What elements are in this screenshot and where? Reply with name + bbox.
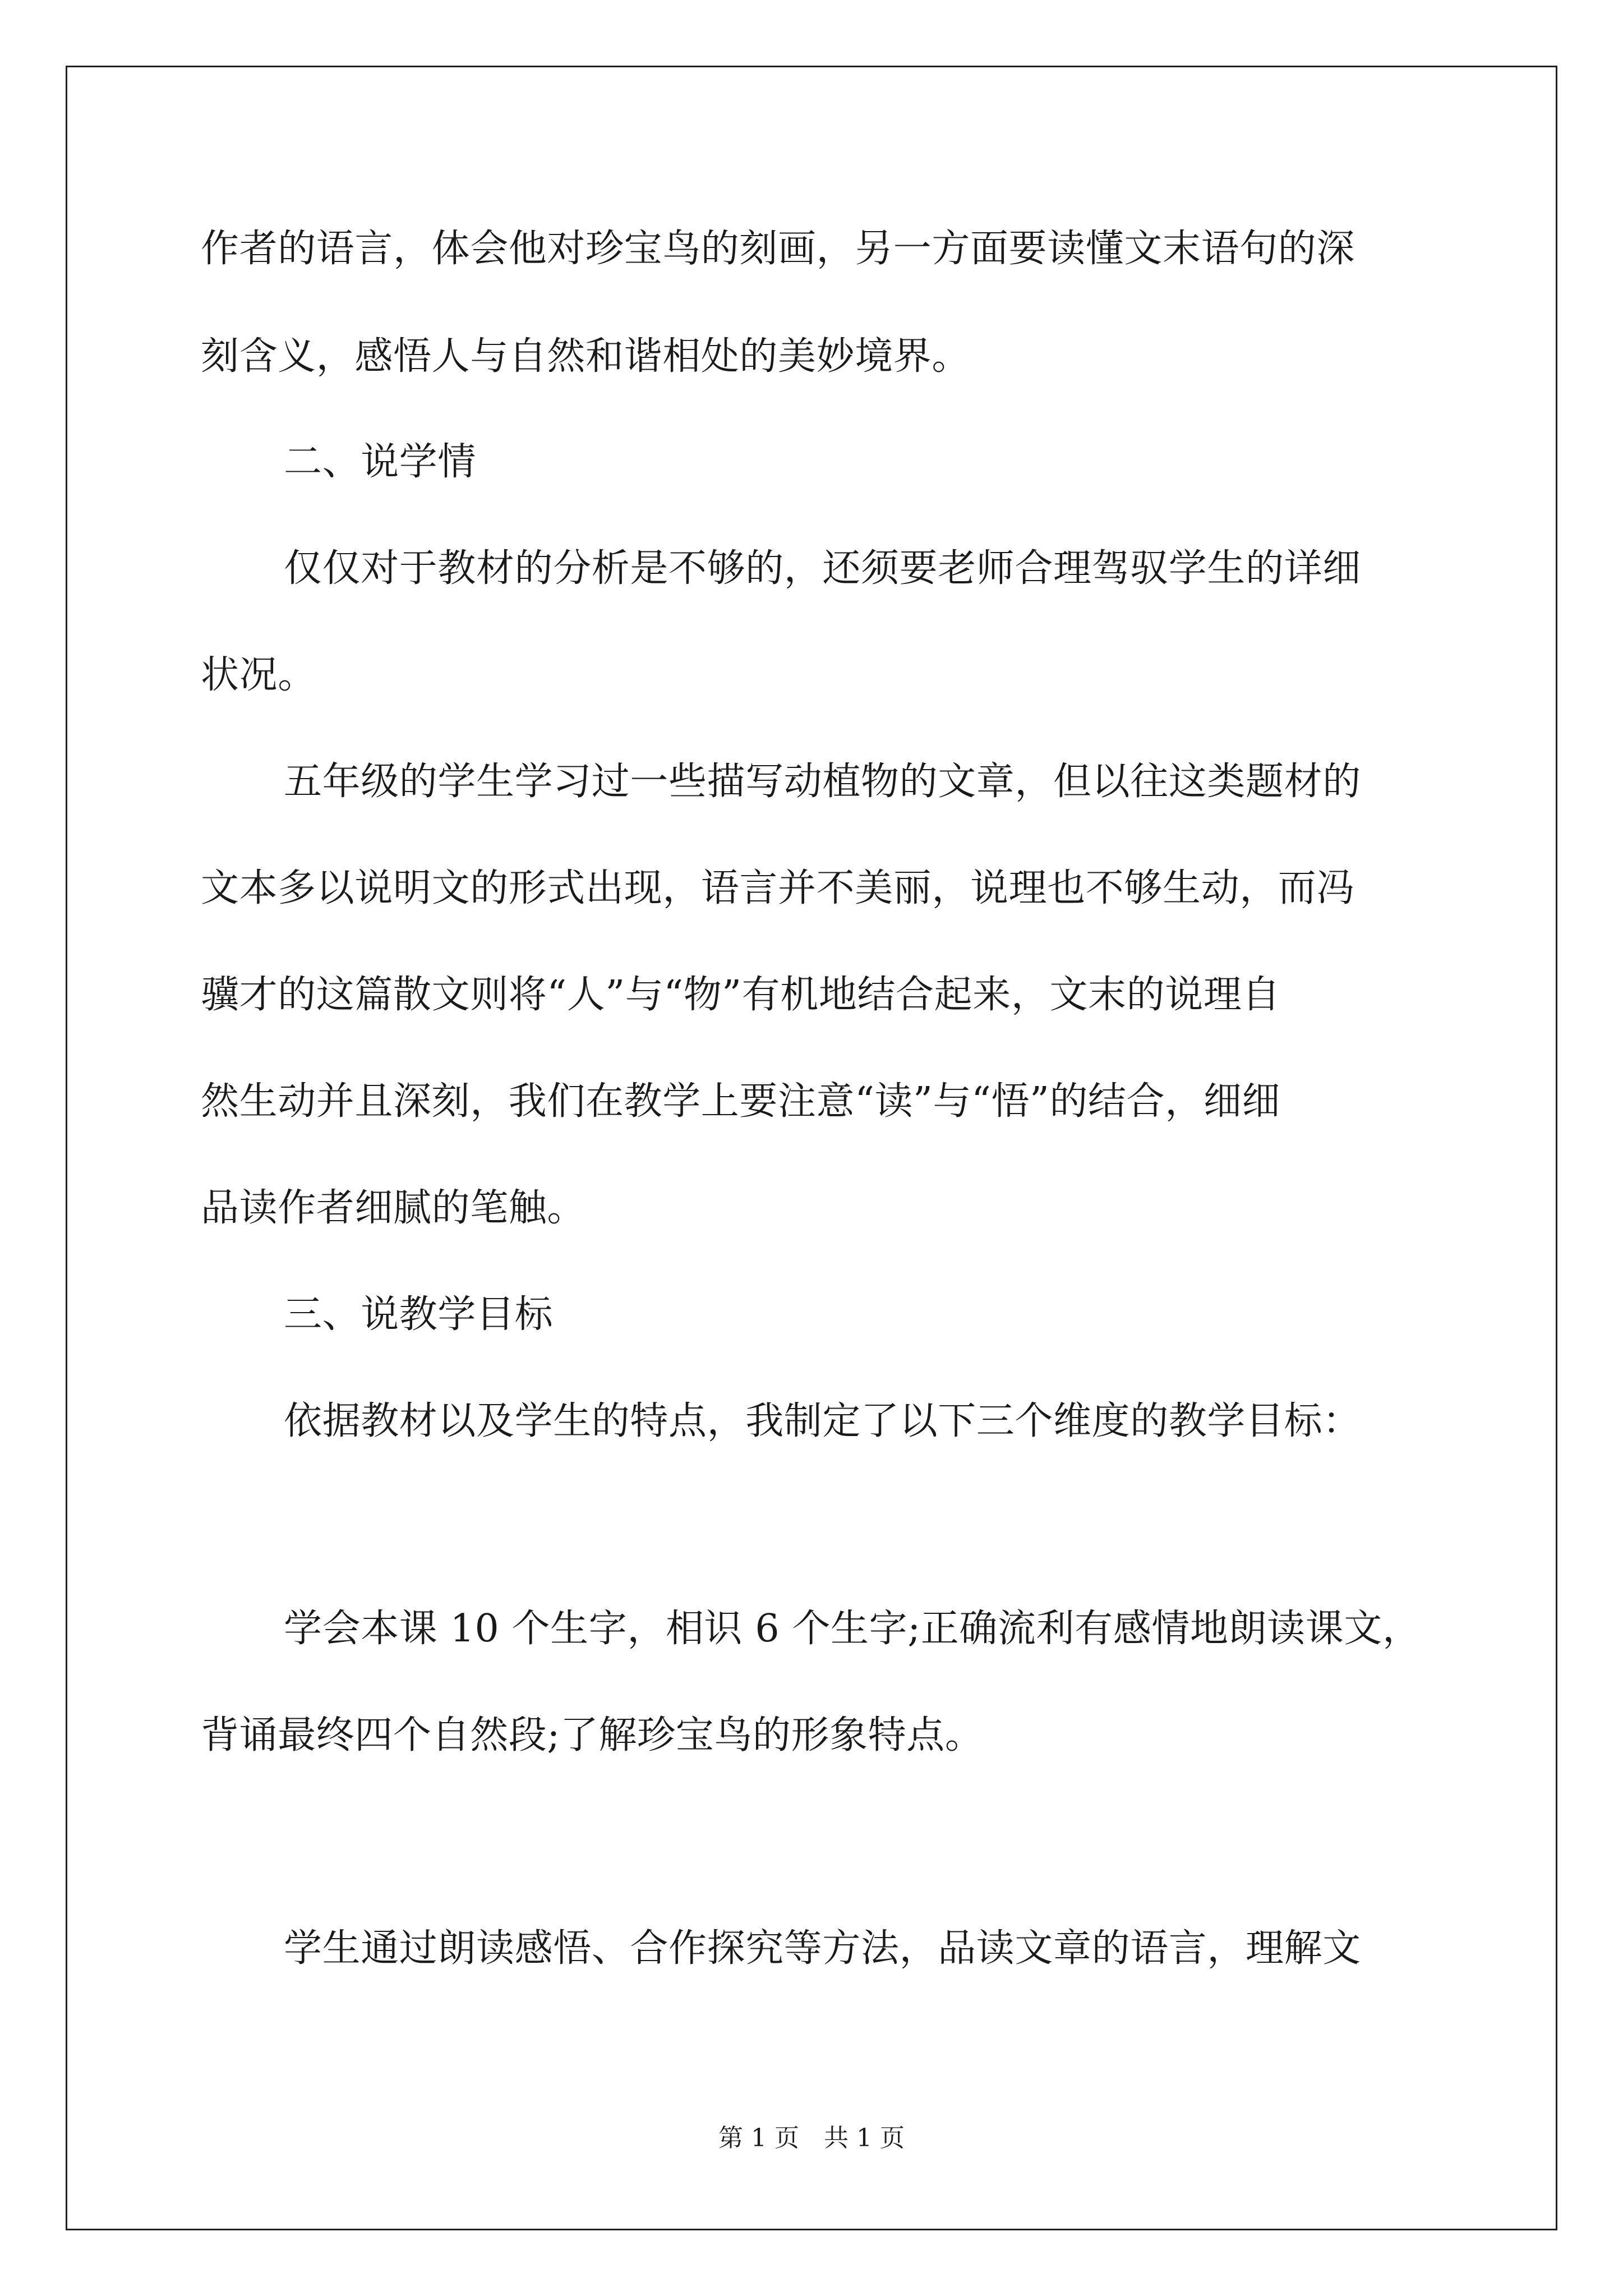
text-line: 作者的语言，体会他对珍宝鸟的刻画，另一方面要读懂文末语句的深 — [201, 227, 1355, 271]
page-frame — [66, 66, 1557, 2230]
text-line: 刻含义，感悟人与自然和谐相处的美妙境界。 — [201, 334, 971, 379]
section-heading: 二、说学情 — [284, 440, 477, 484]
text-line: 骥才的这篇散文则将“人”与“物”有机地结合起来，文末的说理自 — [201, 973, 1281, 1017]
text-line: 状况。 — [201, 653, 316, 697]
text-line: 五年级的学生学习过一些描写动植物的文章，但以往这类题材的 — [284, 760, 1361, 804]
page-number-footer: 第 1 页 共 1 页 — [718, 2124, 905, 2152]
text-line: 文本多以说明文的形式出现，语言并不美丽，说理也不够生动，而冯 — [201, 866, 1355, 910]
text-line: 依据教材以及学生的特点，我制定了以下三个维度的教学目标： — [284, 1399, 1361, 1443]
text-line: 品读作者细腻的笔触。 — [201, 1186, 586, 1230]
text-line: 学生通过朗读感悟、合作探究等方法，品读文章的语言，理解文 — [284, 1926, 1361, 1971]
text-line: 然生动并且深刻，我们在教学上要注意“读”与“悟”的结合，细细 — [201, 1079, 1281, 1124]
text-line: 背诵最终四个自然段;了解珍宝鸟的形象特点。 — [201, 1713, 984, 1757]
text-line: 学会本课 10 个生字，相识 6 个生字;正确流利有感情地朗读课文， — [284, 1607, 1421, 1651]
text-line: 仅仅对于教材的分析是不够的，还须要老师合理驾驭学生的详细 — [284, 546, 1361, 591]
section-heading: 三、说教学目标 — [284, 1292, 554, 1337]
